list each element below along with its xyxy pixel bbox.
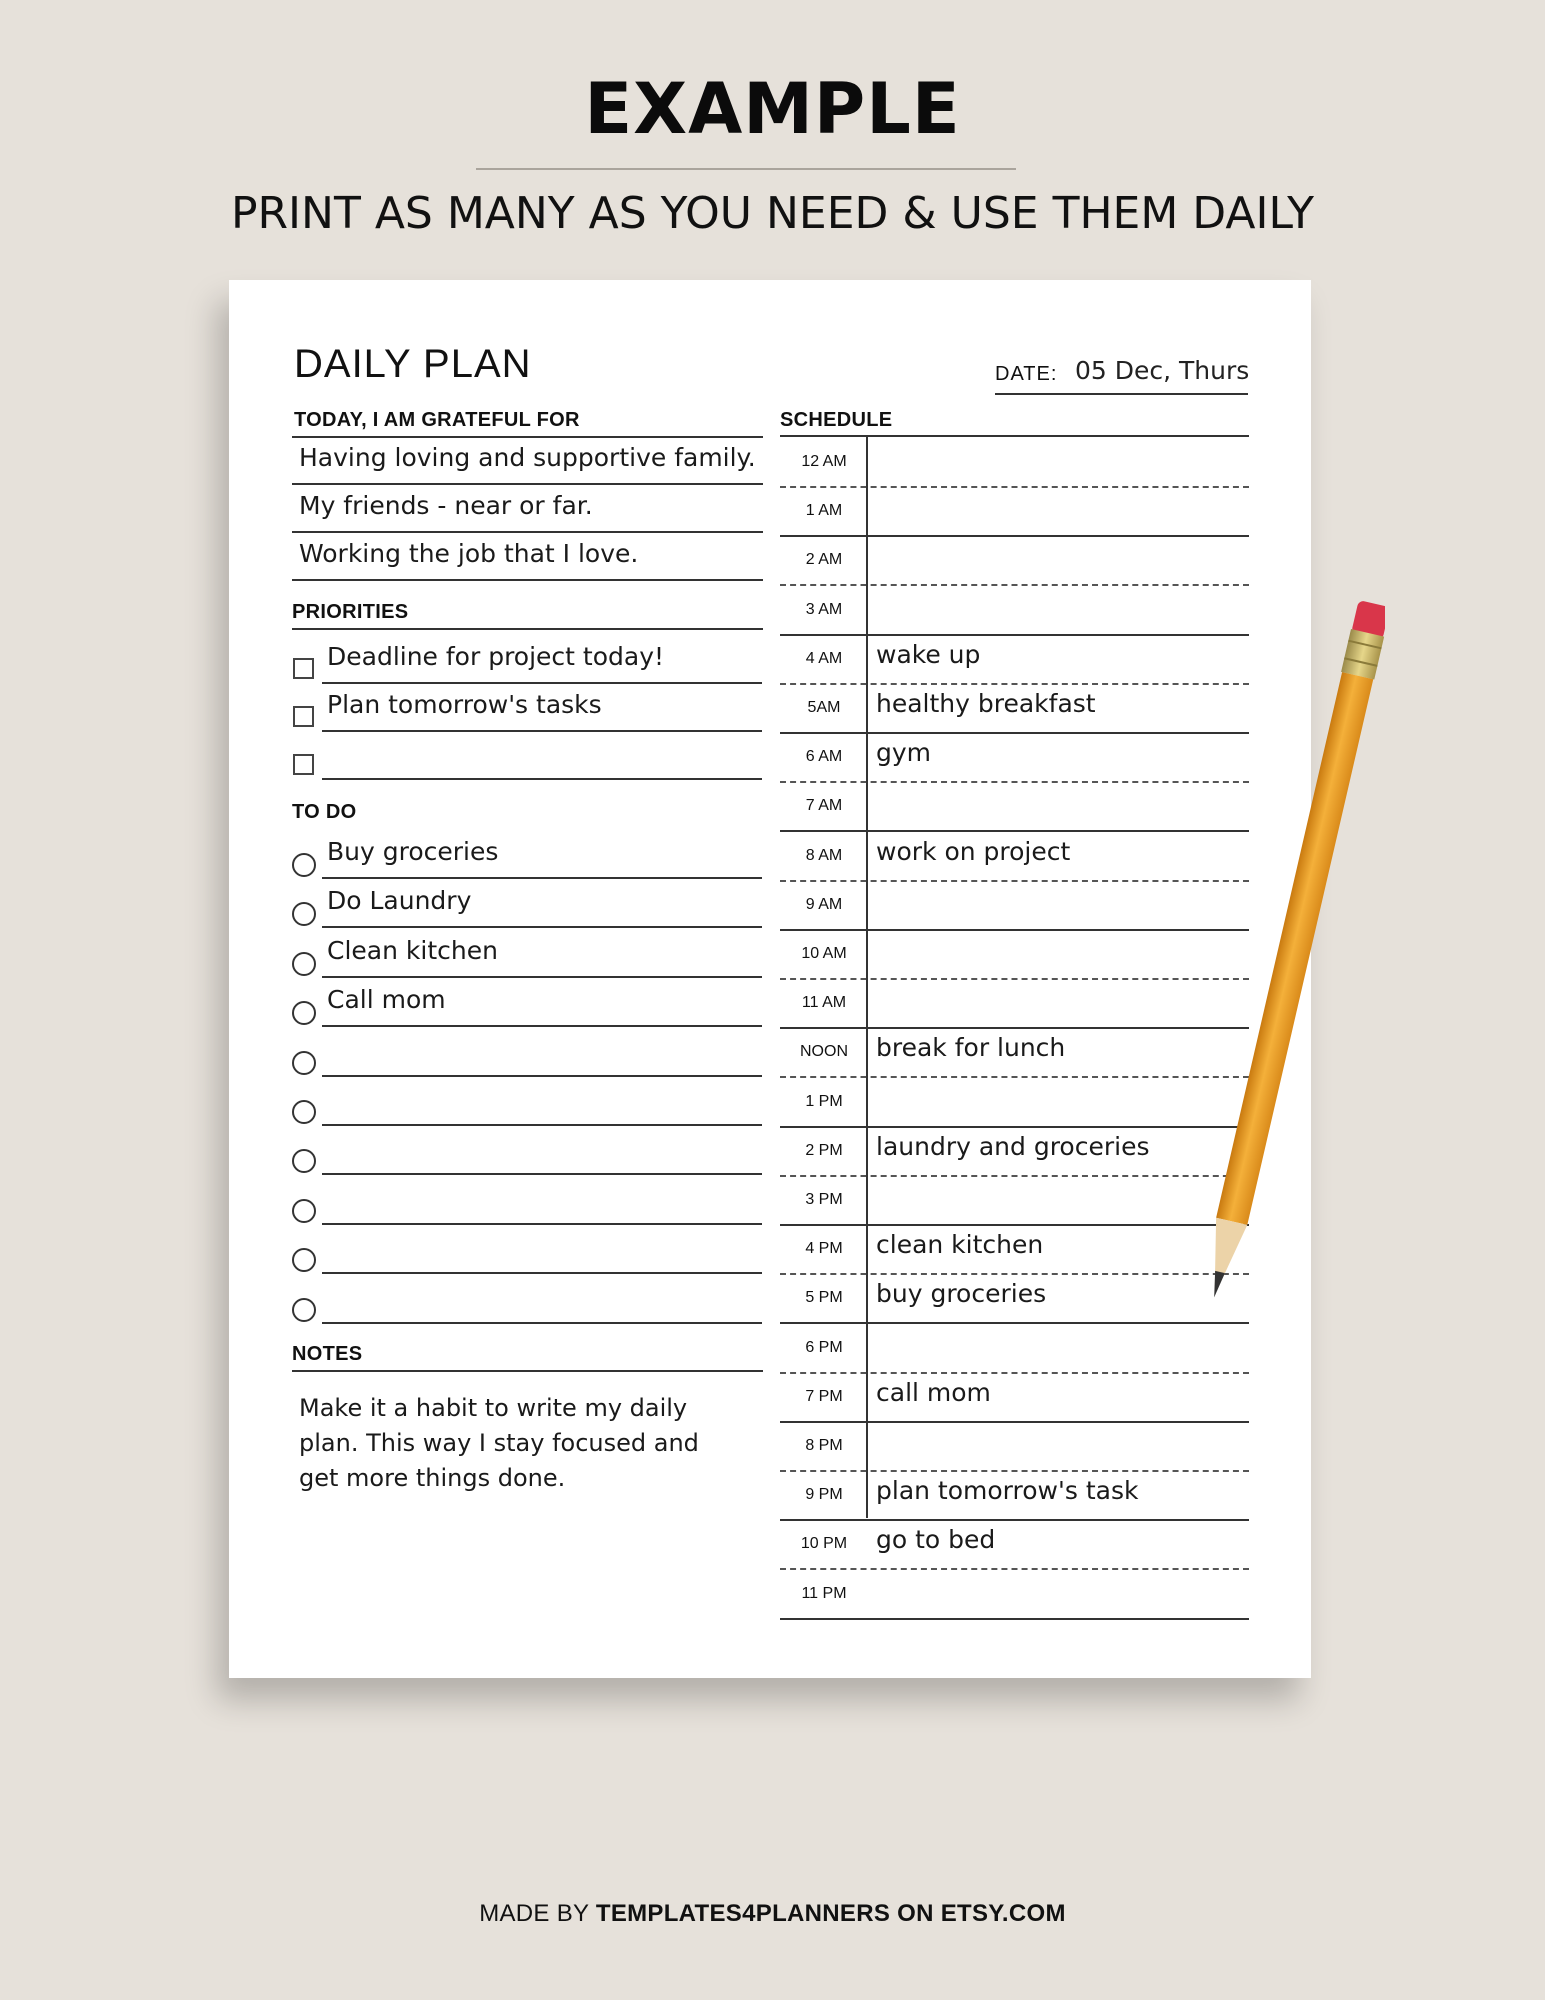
schedule-time: 1 PM [805, 1092, 843, 1110]
todo-entry[interactable]: Call mom [327, 985, 446, 1015]
todo-circle-checkbox[interactable] [292, 1199, 316, 1223]
schedule-row[interactable] [780, 535, 1249, 586]
schedule-time: NOON [800, 1043, 848, 1061]
schedule-row[interactable] [780, 1175, 1249, 1226]
schedule-time: 9 PM [805, 1486, 843, 1504]
todo-row-rule [322, 1223, 762, 1225]
schedule-time: 11 AM [801, 994, 847, 1012]
todo-row-rule [322, 1272, 762, 1274]
todo-circle-checkbox[interactable] [292, 952, 316, 976]
schedule-section-title: SCHEDULE [780, 409, 893, 431]
schedule-row[interactable] [780, 831, 1249, 882]
schedule-row[interactable] [780, 880, 1249, 931]
todo-row-rule [322, 976, 762, 978]
schedule-time: 12 AM [801, 453, 847, 470]
date-underline [995, 393, 1248, 395]
footer-credit [0, 1900, 1545, 1928]
page-headline: EXAMPLE [584, 68, 961, 150]
schedule-row[interactable] [780, 1224, 1249, 1275]
schedule-row[interactable] [780, 781, 1249, 832]
todo-circle-checkbox[interactable] [292, 853, 316, 877]
schedule-time: 7 AM [805, 797, 843, 815]
schedule-time: 10 AM [801, 945, 847, 962]
schedule-row[interactable] [780, 732, 1249, 783]
schedule-row[interactable] [780, 634, 1249, 685]
todo-entry[interactable]: Clean kitchen [327, 935, 498, 965]
page-subheadline: PRINT AS MANY AS YOU NEED & USE THEM DAILY [230, 188, 1315, 239]
schedule-time: 8 PM [805, 1437, 843, 1454]
priorities-section-rule [292, 628, 763, 630]
schedule-entry[interactable]: work on project [876, 836, 1071, 866]
priority-row-rule [322, 682, 762, 684]
priority-row-rule [322, 778, 762, 780]
planner-title: DAILY PLAN [294, 342, 532, 386]
schedule-entry[interactable]: clean kitchen [876, 1230, 1044, 1260]
schedule-entry[interactable]: buy groceries [876, 1279, 1047, 1309]
footer-prefix: MADE BY [479, 1900, 596, 1927]
schedule-time: 5 PM [805, 1289, 843, 1307]
priority-entry[interactable]: Plan tomorrow's tasks [327, 690, 602, 719]
schedule-row[interactable] [780, 1027, 1249, 1078]
grateful-entry[interactable]: Having loving and supportive family. [299, 443, 756, 472]
todo-circle-checkbox[interactable] [292, 1100, 316, 1124]
todo-row-rule [322, 1025, 762, 1027]
schedule-time: 2 PM [805, 1141, 843, 1159]
schedule-row[interactable] [780, 978, 1249, 1029]
pencil-wood-tip [1205, 1218, 1247, 1299]
todo-row-rule [322, 1322, 762, 1324]
schedule-time: 4 AM [805, 649, 843, 667]
schedule-row[interactable] [780, 1126, 1249, 1177]
schedule-entry[interactable]: gym [876, 738, 932, 768]
schedule-entry[interactable]: healthy breakfast [876, 689, 1096, 718]
schedule-time-divider [866, 436, 868, 1518]
schedule-row[interactable] [780, 585, 1249, 636]
grateful-row-rule [292, 579, 763, 581]
headline-divider [476, 168, 1016, 170]
schedule-entry[interactable]: go to bed [876, 1525, 996, 1555]
todo-row-rule [322, 1124, 762, 1126]
schedule-row[interactable] [780, 1273, 1249, 1324]
pencil-lead [1209, 1271, 1225, 1299]
schedule-row[interactable] [780, 1569, 1249, 1620]
schedule-time: 2 AM [805, 551, 843, 569]
schedule-time: 3 PM [805, 1191, 843, 1208]
footer-brand[interactable]: TEMPLATES4PLANNERS ON ETSY.COM [595, 1900, 1066, 1927]
grateful-section-rule [292, 436, 763, 438]
schedule-entry[interactable]: laundry and groceries [876, 1131, 1150, 1161]
grateful-entry[interactable]: Working the job that I love. [299, 539, 639, 568]
schedule-time: 1 AM [805, 502, 843, 520]
notes-text[interactable]: Make it a habit to write my daily plan. This way I stay focused and get more things done. [299, 1394, 699, 1492]
date-value[interactable]: 05 Dec, Thurs [1075, 356, 1250, 385]
grateful-row-rule [292, 531, 763, 533]
notes-section-title: NOTES [292, 1343, 363, 1365]
todo-entry[interactable]: Buy groceries [327, 837, 499, 866]
date-label: DATE: [995, 363, 1058, 385]
schedule-row[interactable] [780, 683, 1249, 734]
todo-row-rule [322, 926, 762, 928]
schedule-time: 3 AM [805, 600, 843, 618]
pencil-illustration [1205, 585, 1385, 1345]
pencil-ferrule [1341, 629, 1384, 680]
todo-circle-checkbox[interactable] [292, 1149, 316, 1173]
todo-section-title: TO DO [292, 801, 357, 823]
schedule-entry[interactable]: wake up [876, 639, 981, 669]
schedule-entry[interactable]: break for lunch [876, 1033, 1066, 1063]
schedule-time: 6 PM [805, 1338, 843, 1356]
todo-circle-checkbox[interactable] [292, 902, 316, 926]
todo-circle-checkbox[interactable] [292, 1248, 316, 1272]
schedule-entry[interactable]: plan tomorrow's task [876, 1476, 1139, 1506]
priorities-section-title: PRIORITIES [292, 601, 409, 623]
todo-row-rule [322, 877, 762, 879]
todo-circle-checkbox[interactable] [292, 1298, 316, 1322]
pencil-body [1216, 672, 1373, 1225]
schedule-time: 8 AM [805, 846, 843, 864]
schedule-entry[interactable]: call mom [876, 1377, 991, 1407]
schedule-row[interactable] [780, 1077, 1249, 1128]
schedule-time: 5AM [807, 699, 841, 716]
todo-circle-checkbox[interactable] [292, 1001, 316, 1025]
grateful-row-rule [292, 483, 763, 485]
schedule-time: 11 PM [801, 1584, 847, 1602]
todo-circle-checkbox[interactable] [292, 1051, 316, 1075]
priority-checkbox[interactable] [293, 754, 314, 775]
priority-checkbox[interactable] [293, 706, 314, 727]
priority-checkbox[interactable] [293, 658, 314, 679]
schedule-row[interactable] [780, 929, 1249, 980]
notes-section-rule [292, 1370, 763, 1372]
schedule-row[interactable] [780, 437, 1249, 488]
grateful-entry[interactable]: My friends - near or far. [299, 491, 593, 520]
schedule-row[interactable] [780, 486, 1249, 537]
grateful-section-title: TODAY, I AM GRATEFUL FOR [294, 409, 580, 431]
schedule-row[interactable] [780, 1421, 1249, 1472]
todo-row-rule [322, 1075, 762, 1077]
schedule-time: 9 AM [805, 895, 843, 913]
schedule-time: 6 AM [805, 748, 843, 766]
schedule-time: 7 PM [805, 1387, 843, 1405]
schedule-time: 4 PM [805, 1240, 843, 1258]
todo-row-rule [322, 1173, 762, 1175]
schedule-row[interactable] [780, 1519, 1249, 1570]
todo-entry[interactable]: Do Laundry [327, 886, 472, 916]
schedule-row[interactable] [780, 1372, 1249, 1423]
schedule-time: 10 PM [800, 1535, 848, 1553]
priority-row-rule [322, 730, 762, 732]
schedule-row[interactable] [780, 1470, 1249, 1521]
schedule-row[interactable] [780, 1323, 1249, 1374]
planner-sheet [229, 280, 1311, 1678]
priority-entry[interactable]: Deadline for project today! [327, 642, 665, 671]
